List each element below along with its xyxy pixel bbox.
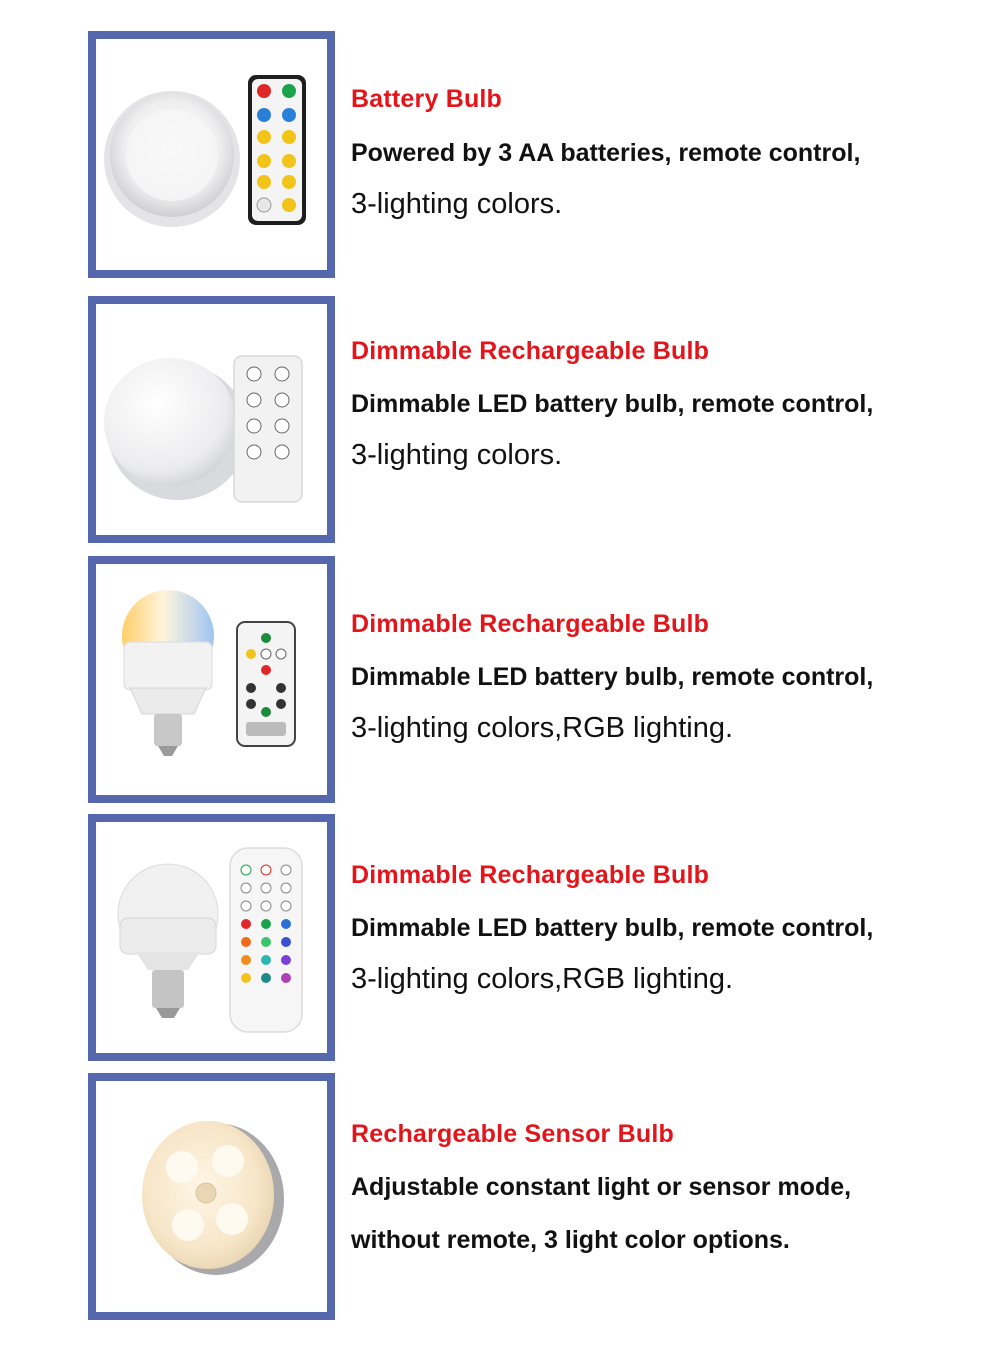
product-description-line-1: Adjustable constant light or sensor mode,: [351, 1173, 852, 1201]
product-title: Dimmable Rechargeable Bulb: [351, 610, 710, 638]
bulb-with-remote-icon: [96, 564, 327, 795]
product-title: Rechargeable Sensor Bulb: [351, 1120, 674, 1148]
product-image-frame: [88, 1073, 335, 1320]
product-description-line-1: Dimmable LED battery bulb, remote control,: [351, 914, 874, 942]
puck-light-with-remote-icon: [96, 304, 327, 535]
product-title: Dimmable Rechargeable Bulb: [351, 861, 710, 889]
product-title: Battery Bulb: [351, 85, 503, 113]
product-row-5: [0, 1073, 1000, 1321]
product-image-frame: [88, 556, 335, 803]
product-description-line-1: Dimmable LED battery bulb, remote control,: [351, 390, 874, 418]
sensor-puck-light-icon: [96, 1081, 327, 1312]
product-image-frame: [88, 814, 335, 1061]
product-description-line-2: 3-lighting colors,RGB lighting.: [351, 963, 734, 995]
product-description-line-2: 3-lighting colors.: [351, 439, 563, 471]
product-description-line-2: without remote, 3 light color options.: [351, 1226, 790, 1254]
product-description-line-2: 3-lighting colors.: [351, 188, 563, 220]
product-row-2: [0, 296, 1000, 544]
product-title: Dimmable Rechargeable Bulb: [351, 337, 710, 365]
product-description-line-2: 3-lighting colors,RGB lighting.: [351, 712, 734, 744]
puck-light-with-remote-icon: [96, 39, 327, 270]
product-description-line-1: Powered by 3 AA batteries, remote control,: [351, 139, 861, 167]
product-description-line-1: Dimmable LED battery bulb, remote control,: [351, 663, 874, 691]
product-row-1: [0, 31, 1000, 279]
product-image-frame: [88, 296, 335, 543]
product-image-frame: [88, 31, 335, 278]
product-row-3: [0, 556, 1000, 804]
bulb-with-rgb-remote-icon: [96, 822, 327, 1053]
product-row-4: [0, 814, 1000, 1062]
